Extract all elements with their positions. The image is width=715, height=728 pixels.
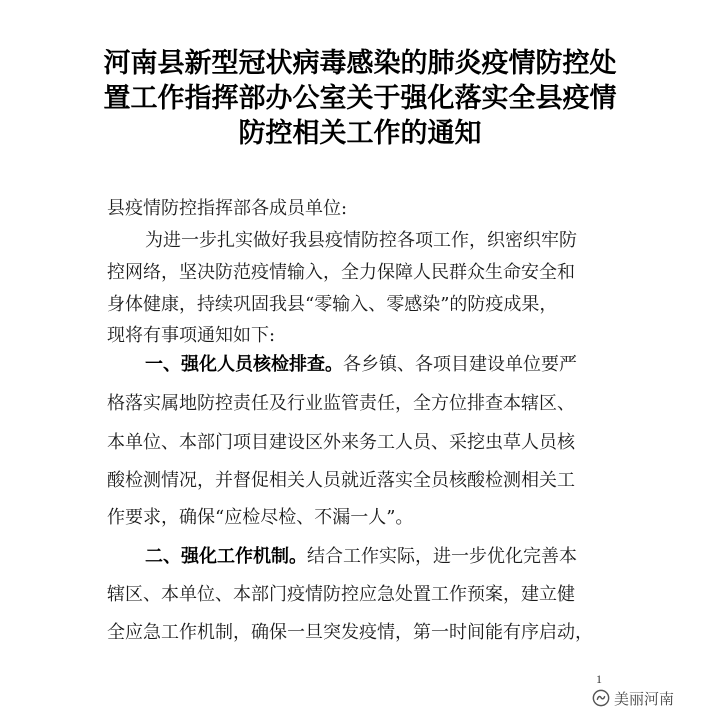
title-line-1: 河南县新型冠状病毒感染的肺炎疫情防控处 <box>103 48 617 79</box>
section2-heading: 二、强化工作机制。 <box>145 546 307 567</box>
section1-line-1: 格落实属地防控责任及行业监管责任，全方位排查本辖区、 <box>107 393 575 414</box>
document-title <box>60 46 660 151</box>
section1-heading: 一、强化人员核检排查。 <box>145 354 343 375</box>
intro-line-3: 身体健康，持续巩固我县“零输入、零感染”的防疫成果， <box>107 294 558 315</box>
page-number: 1 <box>596 672 602 686</box>
section1-line-2: 本单位、本部门项目建设区外来务工人员、采挖虫草人员核 <box>107 432 575 453</box>
title-line-2: 置工作指挥部办公室关于强化落实全县疫情 <box>103 83 617 114</box>
section1-line-4: 作要求，确保“应检尽检、不漏一人”。 <box>107 507 414 528</box>
wechat-channel-icon <box>592 689 610 707</box>
section2-first-line-rest: 结合工作实际，进一步优化完善本 <box>307 546 577 567</box>
salutation: 县疫情防控指挥部各成员单位: <box>107 198 348 219</box>
source-watermark <box>592 686 674 710</box>
intro-line-2: 控网络，坚决防范疫情输入，全力保障人民群众生命安全和 <box>107 262 575 283</box>
section1-first-line-rest: 各乡镇、各项目建设单位要严 <box>343 354 577 375</box>
section2-first-line <box>145 542 577 568</box>
section2-line-1: 辖区、本单位、本部门疫情防控应急处置工作预案，建立健 <box>107 584 575 605</box>
intro-line-1: 为进一步扎实做好我县疫情防控各项工作，织密织牢防 <box>145 230 577 251</box>
intro-line-4: 现将有事项通知如下: <box>107 325 276 346</box>
watermark-text: 美丽河南 <box>614 689 675 708</box>
section1-line-3: 酸检测情况，并督促相关人员就近落实全员核酸检测相关工 <box>107 470 575 491</box>
title-line-3: 防控相关工作的通知 <box>238 118 482 149</box>
section2-line-2: 全应急工作机制，确保一旦突发疫情，第一时间能有序启动， <box>107 622 593 643</box>
section1-first-line <box>145 350 577 376</box>
